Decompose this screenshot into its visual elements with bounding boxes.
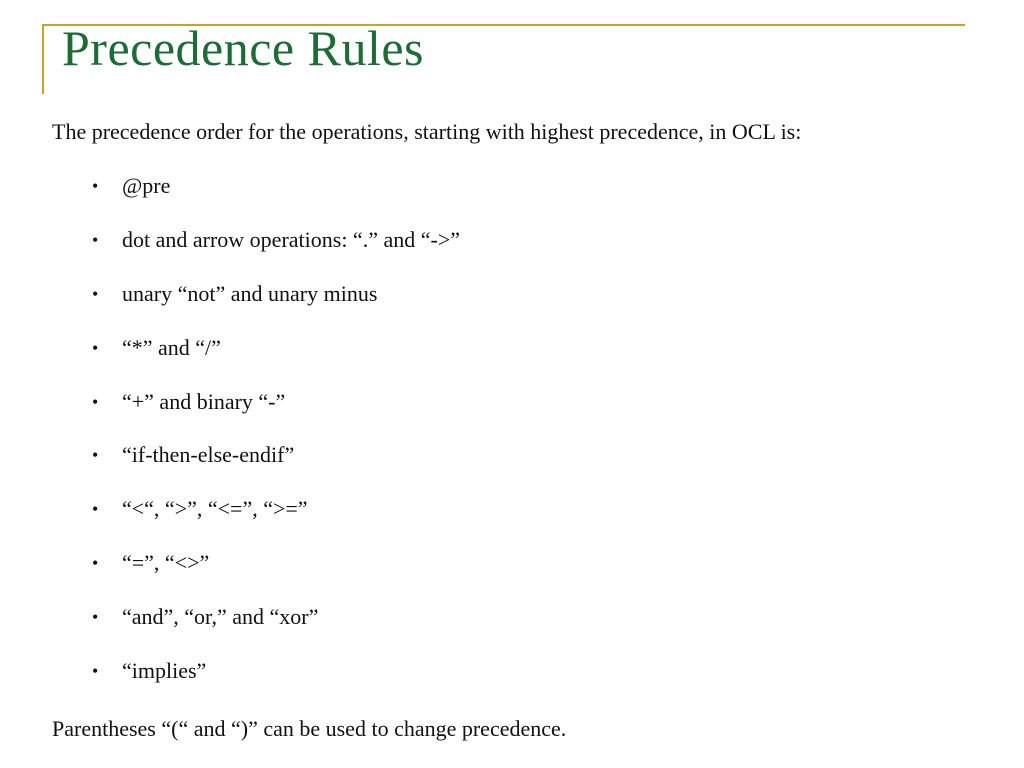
rule-text: “*” and “/” <box>122 334 221 360</box>
list-item <box>92 495 460 549</box>
bullet-icon: • <box>92 499 99 520</box>
list-item <box>92 172 460 226</box>
precedence-list <box>92 172 460 711</box>
rule-text: @pre <box>122 173 171 198</box>
list-item <box>92 441 460 495</box>
rule-text: “implies” <box>122 658 207 684</box>
list-item <box>92 388 460 442</box>
bullet-icon: • <box>92 283 99 304</box>
rule-text: “<“, “>”, “<=”, “>=” <box>122 496 308 522</box>
rule-text: “and”, “or,” and “xor” <box>122 604 319 630</box>
rule-text: “=”, “<>” <box>122 550 210 576</box>
intro-text: The precedence order for the operations, starting with highest precedence, in OCL is: <box>52 119 802 144</box>
footer-note: Parentheses “(“ and “)” can be used to change precedence. <box>52 716 567 741</box>
bullet-icon: • <box>92 337 99 358</box>
bullet-icon: • <box>92 229 99 250</box>
accent-line-left <box>42 24 44 94</box>
rule-text: “+” and binary “-” <box>122 388 286 414</box>
list-item <box>92 226 460 280</box>
bullet-icon: • <box>92 607 99 628</box>
bullet-icon: • <box>92 553 99 574</box>
bullet-icon: • <box>92 176 99 196</box>
list-item <box>92 657 460 711</box>
list-item <box>92 549 460 603</box>
slide-title: Precedence Rules <box>62 20 425 76</box>
rule-text: “if-then-else-endif” <box>122 442 295 468</box>
list-item <box>92 280 460 334</box>
bullet-icon: • <box>92 391 99 412</box>
bullet-icon: • <box>92 661 99 682</box>
rule-text: unary “not” and unary minus <box>122 280 378 306</box>
list-item <box>92 334 460 388</box>
bullet-icon: • <box>92 445 99 466</box>
rule-text: dot and arrow operations: “.” and “->” <box>122 226 460 252</box>
list-item <box>92 603 460 657</box>
